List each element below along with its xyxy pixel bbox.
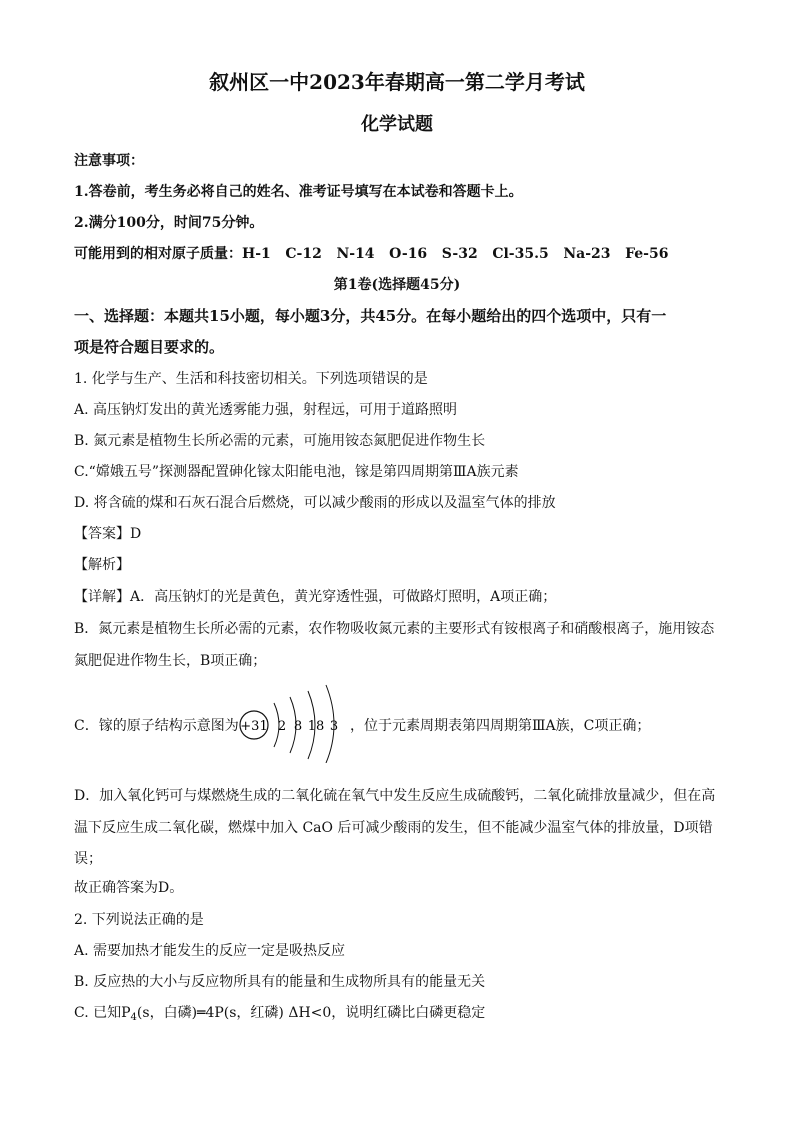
q2-option-c-pre: C. 已知P (74, 1005, 131, 1021)
section-instruction-line2: 项是符合题目要求的。 (74, 338, 225, 356)
q1-detail-c-before: C．镓的原子结构示意图为 (74, 718, 239, 734)
atomic-masses: 可能用到的相对原子质量：H-1 C-12 N-14 O-16 S-32 Cl-35.5 Na-23 Fe-56 (74, 246, 669, 262)
q1-stem: 1. 化学与生产、生活和科技密切相关。下列选项错误的是 (74, 371, 428, 387)
q2-stem: 2. 下列说法正确的是 (74, 912, 204, 928)
q2-option-c-post: (s，白磷)═4P(s，红磷) ΔH<0，说明红磷比白磷更稳定 (136, 1005, 486, 1021)
q1-detail-b-line1: B．氮元素是植物生长所必需的元素，农作物吸收氮元素的主要形式有铵根离子和硝酸根离子，施用铵态 (74, 621, 715, 637)
q1-detail-d-line1: D．加入氧化钙可与煤燃烧生成的二氧化硫在氧气中发生反应生成硫酸钙，二氧化硫排放量减少，但在高 (74, 788, 716, 804)
q1-option-d: D. 将含硫的煤和石灰石混合后燃烧，可以减少酸雨的形成以及温室气体的排放 (74, 495, 556, 511)
gallium-atom-structure-diagram (236, 683, 346, 763)
exam-subtitle: 化学试题 (361, 114, 433, 135)
note-item-2: 2.满分100分，时间75分钟。 (74, 215, 264, 231)
q1-option-a: A. 高压钠灯发出的黄光透雾能力强，射程远，可用于道路照明 (74, 402, 458, 418)
q1-detail-d-line3: 误； (74, 851, 102, 867)
note-item-1: 1.答卷前，考生务必将自己的姓名、准考证号填写在本试卷和答题卡上。 (74, 184, 523, 200)
q1-detail-b-line2: 氮肥促进作物生长，B项正确； (74, 653, 267, 669)
q1-detail-a: 【详解】A．高压钠灯的光是黄色，黄光穿透性强，可做路灯照明，A项正确； (74, 589, 557, 605)
q2-option-a: A. 需要加热才能发生的反应一定是吸热反应 (74, 943, 346, 959)
exam-title: 叙州区一中2023年春期高一第二学月考试 (209, 70, 585, 94)
section-instruction-line1: 一、选择题：本题共15小题，每小题3分，共45分。在每小题给出的四个选项中，只有一 (74, 307, 667, 325)
nucleus-charge: +31 (240, 719, 268, 734)
q1-detail-c-after: ，位于元素周期表第四周期第ⅢA族，C项正确； (350, 718, 651, 734)
q2-option-c (74, 1004, 485, 1027)
q1-detail-d-line2: 温下反应生成二氧化碳，燃煤中加入 CaO 后可减少酸雨的发生，但不能减少温室气体的排放量，D项错 (74, 820, 713, 836)
shell-3-electrons: 18 (307, 719, 325, 734)
q1-detail-c (74, 683, 724, 763)
q1-option-c: C.“嫦娥五号”探测器配置砷化镓太阳能电池，镓是第四周期第ⅢA族元素 (74, 464, 519, 480)
q1-conclusion: 故正确答案为D。 (74, 880, 184, 896)
section-heading: 第1卷(选择题45分) (333, 277, 461, 293)
shell-2-electrons: 8 (293, 719, 303, 734)
q1-option-b: B. 氮元素是植物生长所必需的元素，可施用铵态氮肥促进作物生长 (74, 433, 486, 449)
q1-analysis-label: 【解析】 (74, 557, 130, 573)
notes-heading: 注意事项： (74, 153, 144, 169)
q2-option-b: B. 反应热的大小与反应物所具有的能量和生成物所具有的能量无关 (74, 974, 486, 990)
q1-answer: 【答案】D (74, 526, 142, 542)
q2-option-c-subscript: 4 (130, 1012, 137, 1023)
shell-1-electrons: 2 (277, 719, 287, 734)
shell-4-electrons: 3 (329, 719, 339, 734)
